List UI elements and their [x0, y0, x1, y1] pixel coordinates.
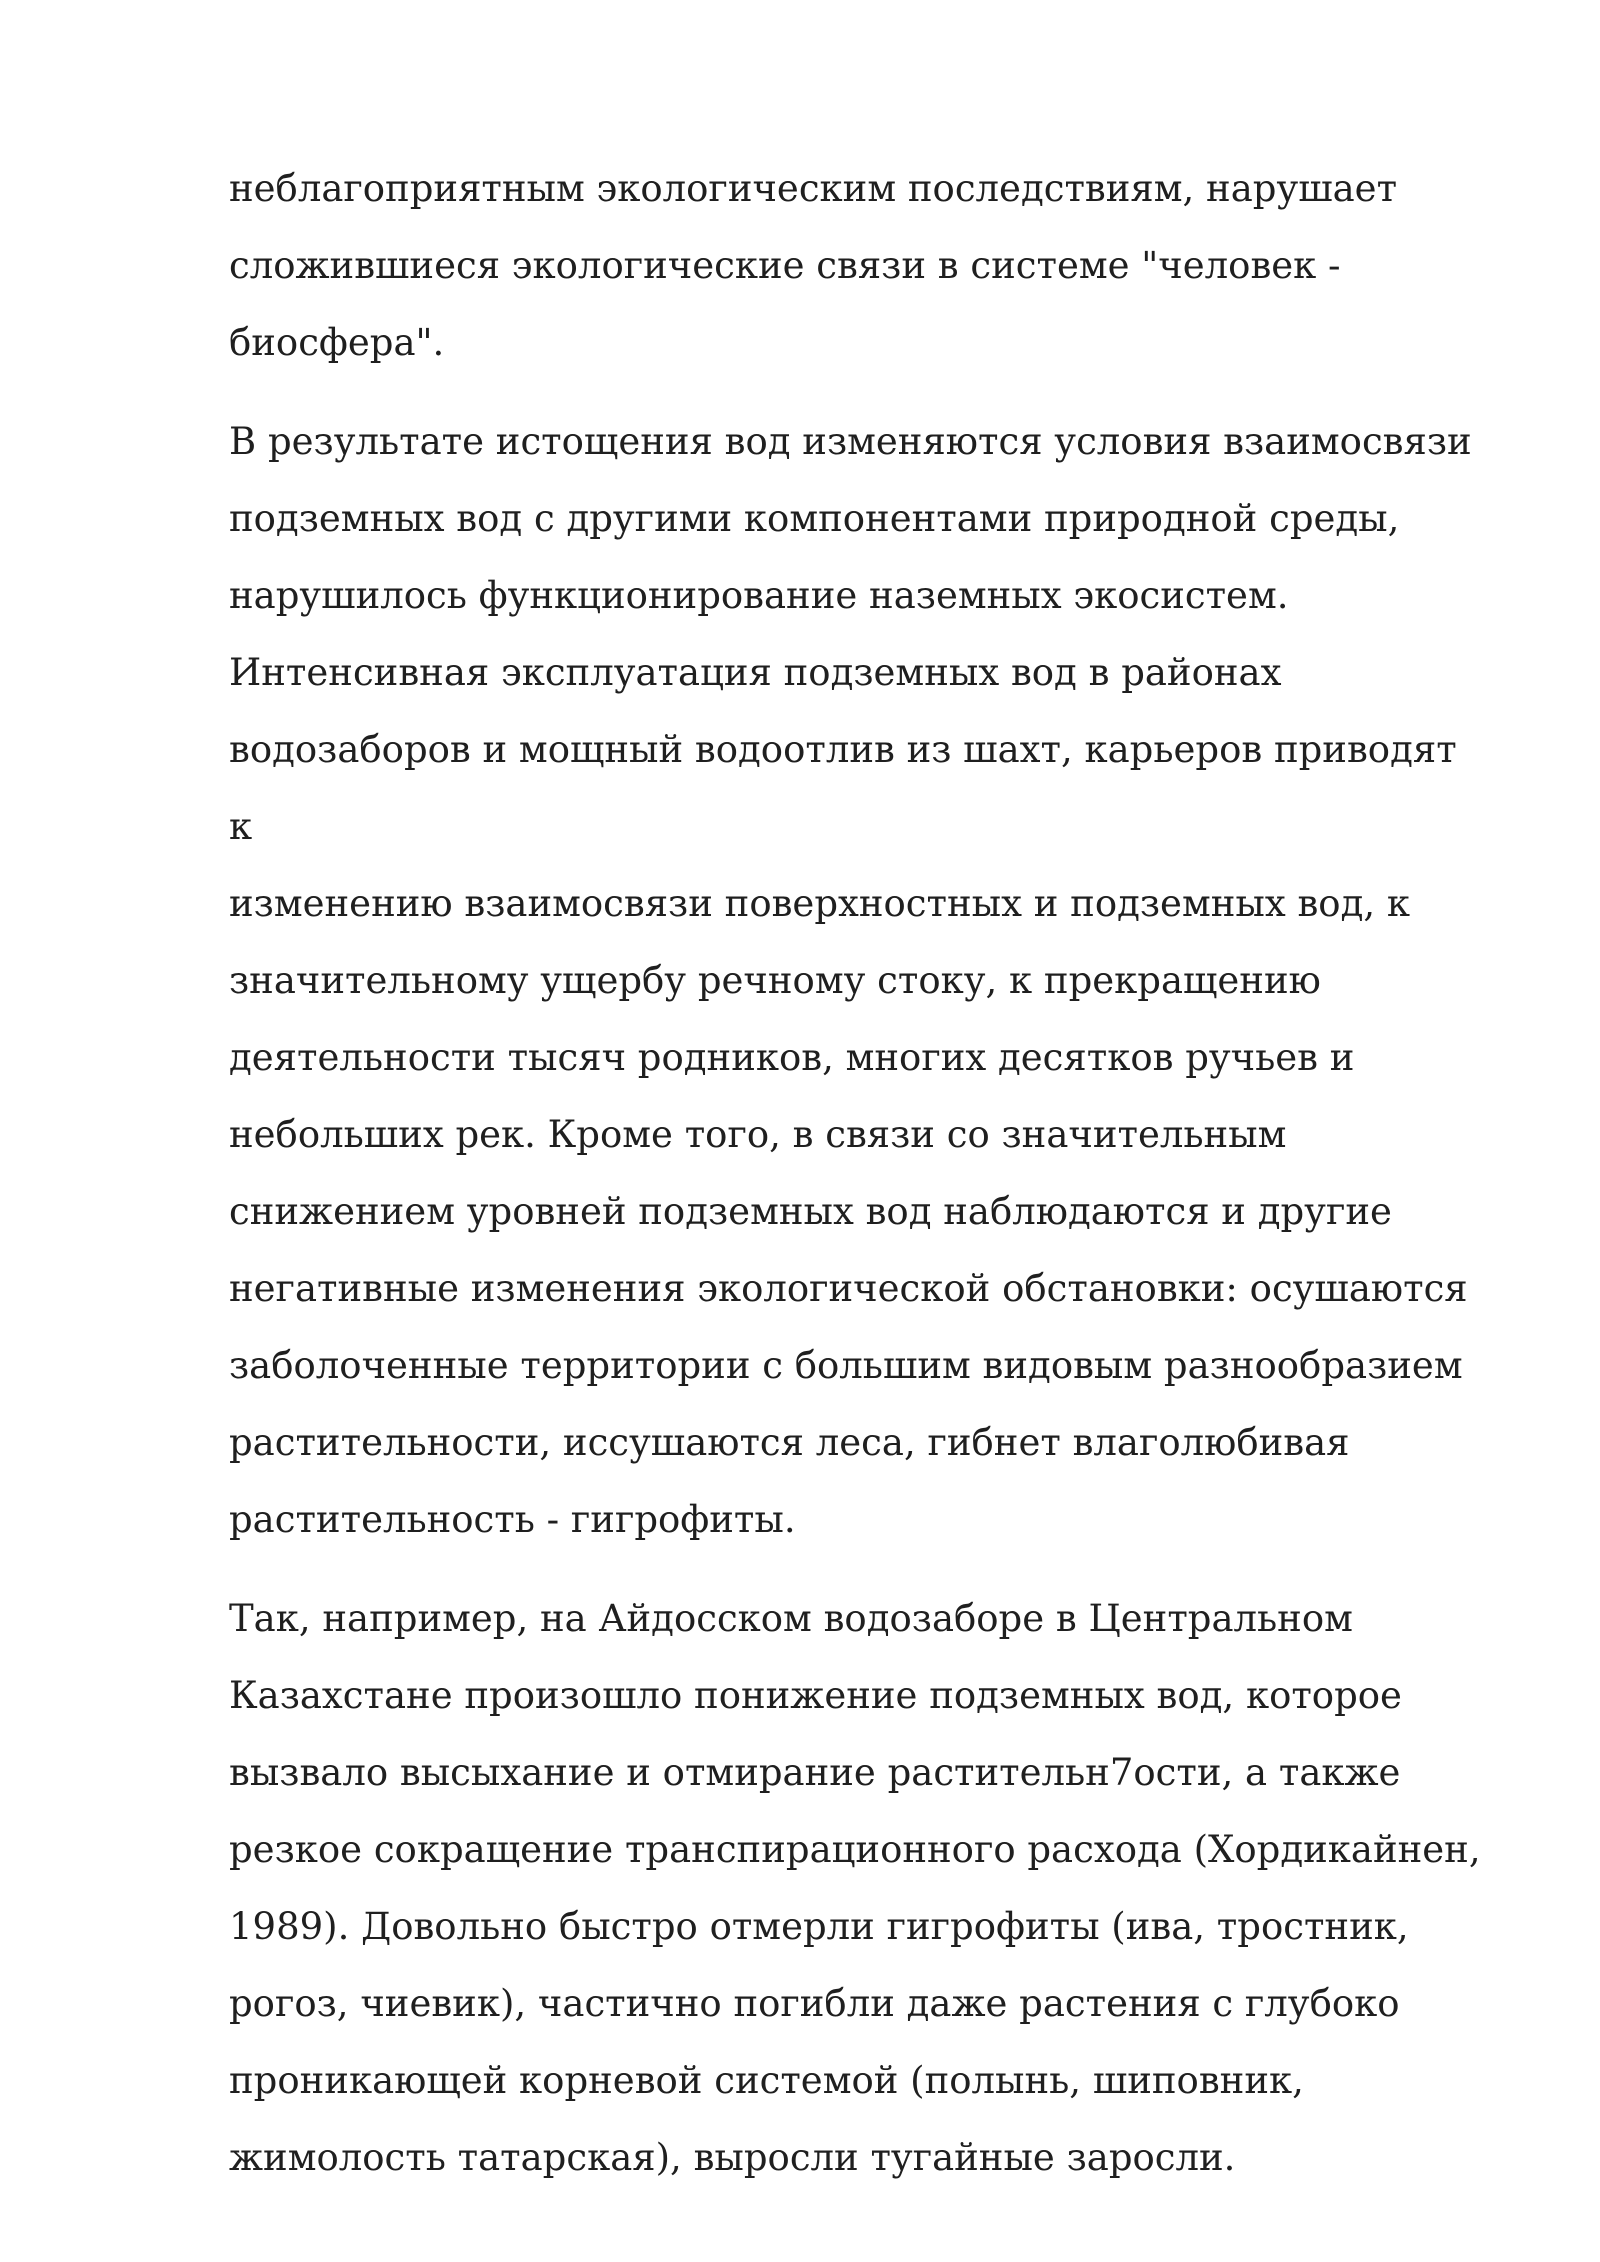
text-body	[229, 150, 1489, 2218]
paragraph-2: В результате истощения вод изменяются условия взаимосвязи подземных вод с другими компонентами природной среды, нарушилось функционирование наземных экосистем. Интенсивная эксплуатация подземных вод в районах водозаборов и мощный водоотлив из шахт, карьеров приводят к изменению взаимосвязи поверхностных и подземных вод, к значительному ущербу речному стоку, к прекращению деятельности тысяч родников, многих десятков ручьев и небольших рек. Кроме того, в связи со значительным снижением уровней подземных вод наблюдаются и другие негативные изменения экологической обстановки: осушаются заболоченные территории с большим видовым разнообразием растительности, иссушаются леса, гибнет влаголюбивая растительность - гигрофиты.	[229, 420, 1472, 1541]
paragraph-1: неблагоприятным экологическим последствиям, нарушает сложившиеся экологические связи в системе "человек - биосфера".	[229, 167, 1398, 364]
paragraph-3: Так, например, на Айдосском водозаборе в Центральном Казахстане произошло понижение подземных вод, которое вызвало высыхание и отмирание растительн7ости, а также резкое сокращение транспирационного расхода (Хордикайнен, 1989). Довольно быстро отмерли гигрофиты (ива, тростник, рогоз, чиевик), частично погибли даже растения с глубоко проникающей корневой системой (полынь, шиповник, жимолость татарская), выросли тугайные заросли.	[229, 1597, 1481, 2179]
